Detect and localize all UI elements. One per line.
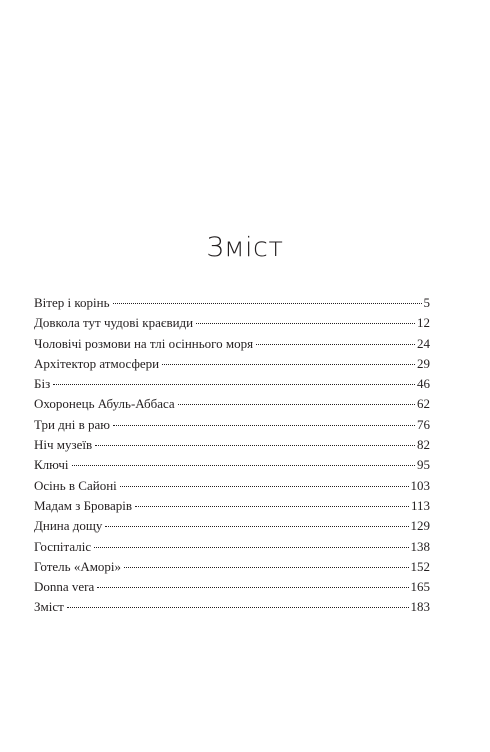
dot-leader [162,364,415,365]
toc-entry-title: Зміст [34,599,64,615]
toc-entry-page: 129 [410,518,430,534]
toc-entry [34,537,430,557]
toc-entry-page: 95 [417,457,430,473]
toc-entry-page: 165 [410,579,430,595]
toc-entry-page: 5 [423,295,430,310]
toc-entry-title: Donna vera [34,579,95,595]
toc-entry-page: 24 [417,335,430,351]
toc-entry-page: 82 [417,437,430,453]
dot-leader [95,445,415,446]
toc-entry-page: 152 [410,558,430,574]
dot-leader [178,404,415,405]
toc-entry-title: Ключі [34,457,69,473]
toc-entry [34,597,430,617]
dot-leader [135,506,409,507]
dot-leader [120,486,409,487]
page-title: Зміст [206,232,284,263]
toc-entry-title: Днина дощу [34,518,103,534]
toc-entry-page: 113 [410,497,430,513]
toc-entry-title: Біз [34,376,51,392]
toc-entry-title: Три дні в раю [34,416,110,432]
dot-leader [94,547,408,548]
toc-entry-title: Госпіталіс [34,538,92,554]
dot-leader [113,303,422,304]
toc-entry-page: 12 [417,315,430,331]
toc-entry [34,496,430,516]
toc-entry [34,476,430,496]
toc-entry [34,374,430,394]
toc-entry-title: Чоловічі розмови на тлі осіннього моря [34,335,254,351]
toc-entry-page: 103 [410,477,430,493]
dot-leader [97,587,408,588]
toc-entry [34,516,430,536]
toc-entry [34,577,430,597]
dot-leader [67,607,409,608]
toc-entry-title: Архітектор атмосфери [34,355,160,371]
toc-entry-page: 183 [410,599,430,615]
toc-entry-title: Охоронець Абуль-Аббаса [34,396,175,412]
toc-entry-title: Вітер і корінь [34,295,110,310]
table-of-contents [34,293,430,618]
toc-entry-page: 76 [417,416,430,432]
toc-entry-title: Мадам з Броварів [34,497,133,513]
dot-leader [53,384,415,385]
toc-entry-title: Довкола тут чудові краєвиди [34,315,194,331]
toc-entry [34,354,430,374]
toc-entry [34,415,430,435]
toc-entry [34,557,430,577]
dot-leader [196,323,415,324]
dot-leader [113,425,415,426]
toc-entry [34,293,430,313]
toc-entry [34,435,430,455]
toc-entry-page: 62 [417,396,430,412]
toc-entry-page: 46 [417,376,430,392]
toc-entry-page: 138 [410,538,430,554]
toc-entry-title: Осінь в Сайоні [34,477,117,493]
toc-entry [34,394,430,414]
toc-entry [34,455,430,475]
toc-entry-title: Ніч музеїв [34,437,93,453]
toc-entry [34,334,430,354]
toc-entry-page: 29 [417,355,430,371]
dot-leader [105,526,408,527]
toc-entry-title: Готель «Аморі» [34,558,122,574]
dot-leader [72,465,415,466]
dot-leader [256,344,415,345]
toc-entry [34,313,430,333]
dot-leader [124,567,408,568]
